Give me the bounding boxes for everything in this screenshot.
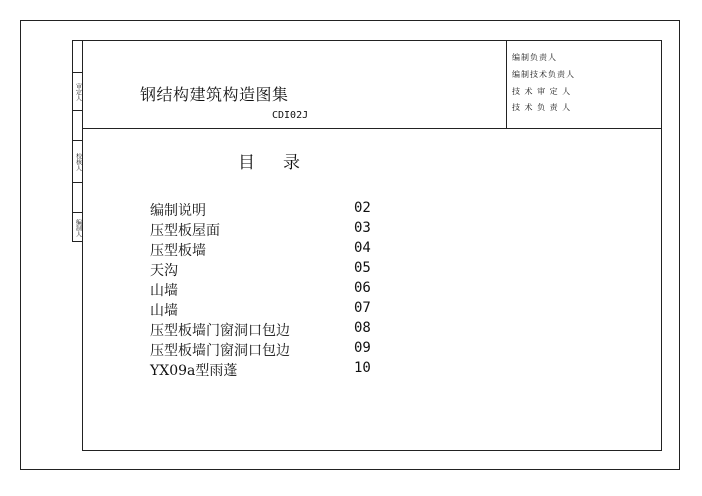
toc-item-page: 04: [354, 240, 371, 256]
toc-item-page: 03: [354, 220, 371, 236]
sidebar-label-checker: 校核人: [74, 152, 82, 171]
toc-heading: 目录: [238, 153, 328, 173]
toc-item-name: 压型板墙: [150, 243, 206, 259]
sidebar-cell-compiler: [73, 213, 82, 242]
toc-item-page: 10: [354, 360, 371, 376]
toc-item-page: 07: [354, 300, 371, 316]
toc-item-name: 压型板墙门窗洞口包边: [150, 323, 290, 339]
responsibility-box-divider: [506, 40, 507, 128]
responsible-tech-compiler: 编制技术负责人: [512, 70, 575, 79]
title-block-divider: [82, 128, 662, 129]
toc-item-page: 09: [354, 340, 371, 356]
toc-item-page: 06: [354, 280, 371, 296]
responsible-tech-approver: 技 术 审 定 人: [512, 87, 572, 96]
toc-item-page: 08: [354, 320, 371, 336]
toc-item-name: 压型板墙门窗洞口包边: [150, 343, 290, 359]
toc-item-name: 编制说明: [150, 203, 206, 219]
toc-item-name: 压型板屋面: [150, 223, 220, 239]
sidebar-blank-top: [73, 41, 82, 73]
responsible-tech-lead: 技 术 负 责 人: [512, 103, 572, 112]
toc-item-name: 天沟: [150, 263, 178, 279]
toc-item-name: 山墙: [150, 303, 178, 319]
toc-item-page: 05: [354, 260, 371, 276]
signature-strip: [72, 40, 82, 242]
sidebar-cell-approver: [73, 73, 82, 111]
toc-item-page: 02: [354, 200, 371, 216]
sidebar-label-approver: 审定人: [74, 82, 82, 101]
atlas-code: CDI02J: [272, 110, 309, 121]
atlas-title: 钢结构建筑构造图集: [140, 85, 289, 104]
toc-item-name: YX09a型雨蓬: [150, 363, 238, 379]
sidebar-label-compiler: 编制人: [74, 218, 82, 237]
toc-item-name: 山墙: [150, 283, 178, 299]
sidebar-blank-1: [73, 111, 82, 141]
responsible-compiler: 编制负责人: [512, 53, 557, 62]
sidebar-cell-checker: [73, 141, 82, 183]
sidebar-blank-2: [73, 183, 82, 213]
